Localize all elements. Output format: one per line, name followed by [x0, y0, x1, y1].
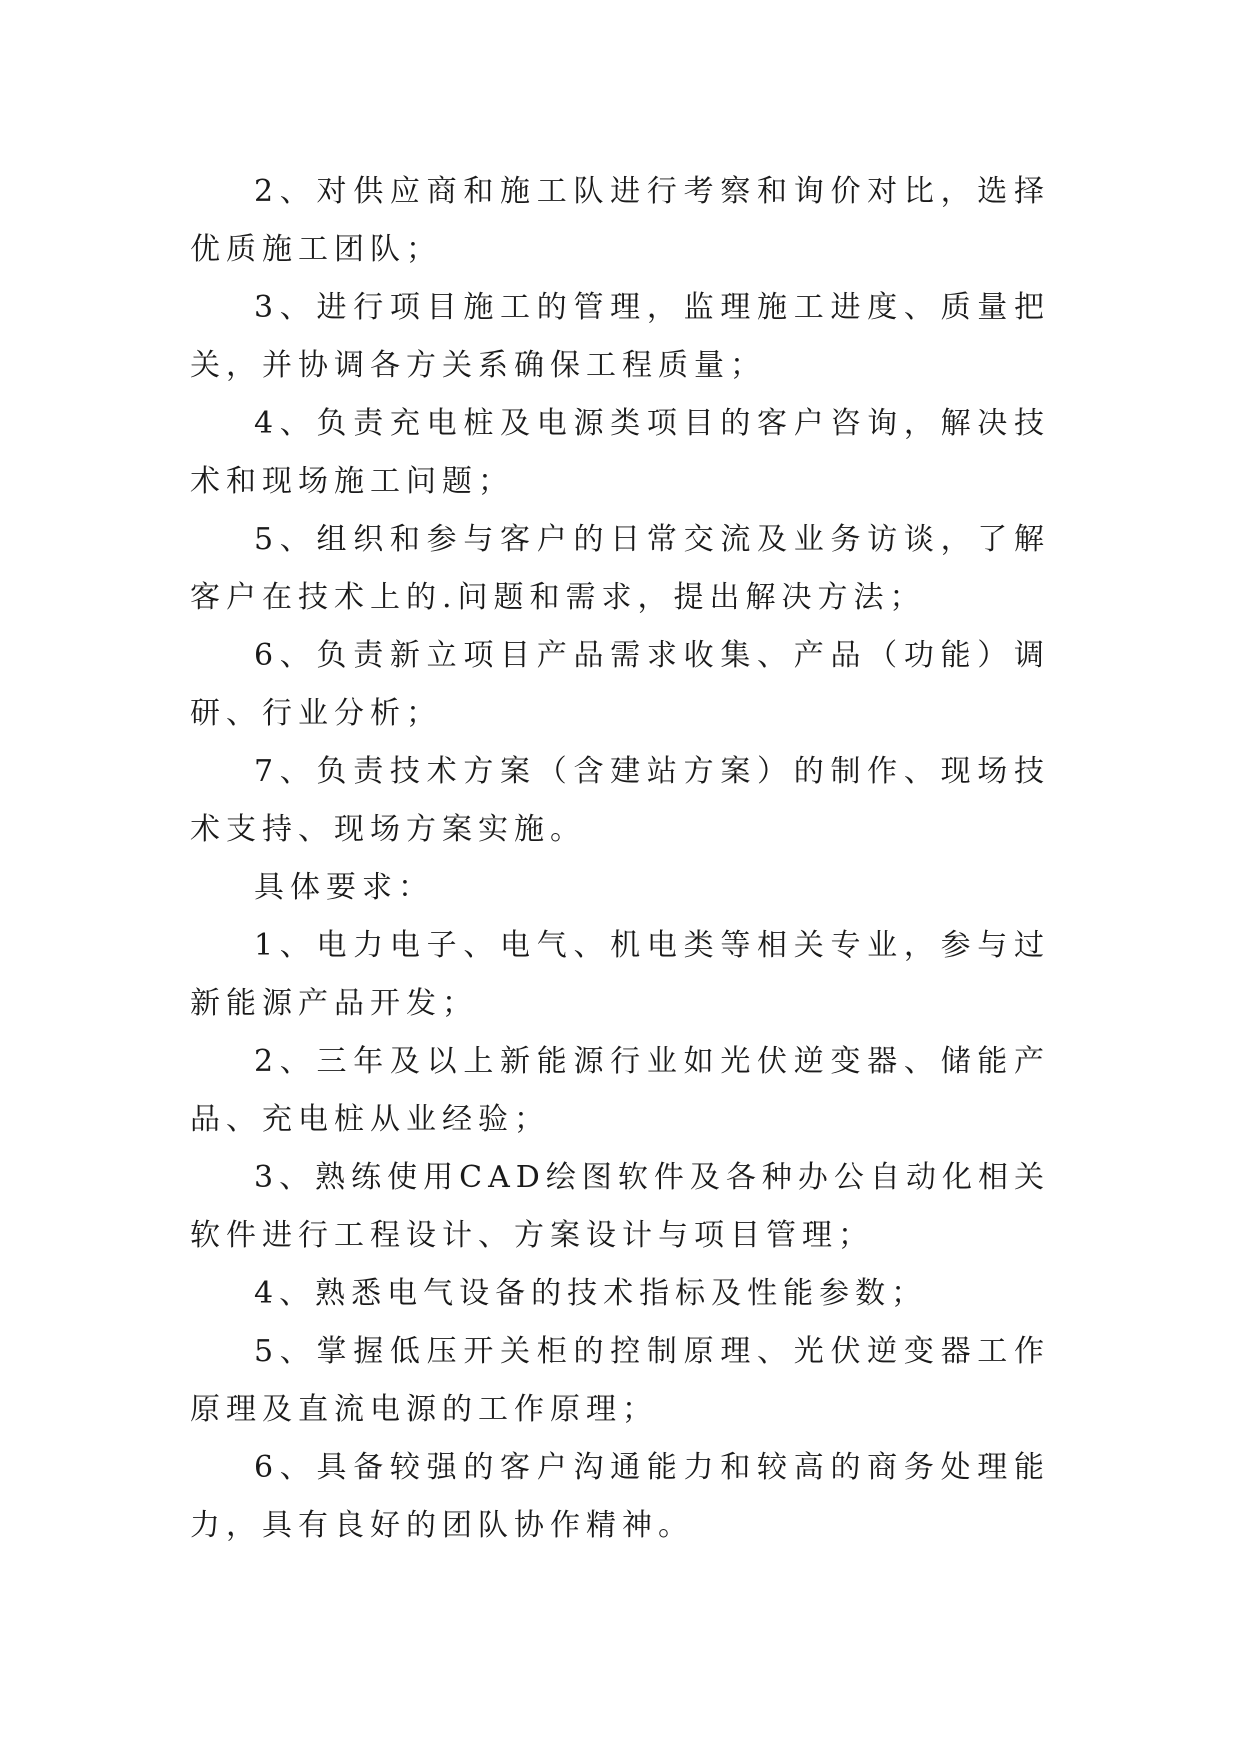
paragraph: 6、具备较强的客户沟通能力和较高的商务处理能力，具有良好的团队协作精神。 — [190, 1450, 1050, 1543]
paragraph: 3、熟练使用CAD绘图软件及各种办公自动化相关软件进行工程设计、方案设计与项目管理； — [190, 1160, 1050, 1253]
section-heading: 具体要求： — [254, 870, 434, 905]
paragraph: 5、组织和参与客户的日常交流及业务访谈，了解客户在技术上的.问题和需求，提出解决方法； — [190, 522, 1050, 615]
paragraph: 4、熟悉电气设备的技术指标及性能参数； — [254, 1276, 928, 1311]
paragraph: 2、对供应商和施工队进行考察和询价对比，选择优质施工团队； — [190, 174, 1050, 267]
paragraph: 5、掌握低压开关柜的控制原理、光伏逆变器工作原理及直流电源的工作原理； — [190, 1334, 1050, 1427]
paragraph: 2、三年及以上新能源行业如光伏逆变器、储能产品、充电桩从业经验； — [190, 1044, 1050, 1137]
paragraph: 4、负责充电桩及电源类项目的客户咨询，解决技术和现场施工问题； — [190, 406, 1050, 499]
paragraph: 7、负责技术方案（含建站方案）的制作、现场技术支持、现场方案实施。 — [190, 754, 1050, 847]
paragraph: 1、电力电子、电气、机电类等相关专业，参与过新能源产品开发； — [190, 928, 1050, 1021]
paragraph: 6、负责新立项目产品需求收集、产品（功能）调研、行业分析； — [190, 638, 1050, 731]
document-body — [190, 163, 1050, 1555]
paragraph: 3、进行项目施工的管理，监理施工进度、质量把关，并协调各方关系确保工程质量； — [190, 290, 1050, 383]
